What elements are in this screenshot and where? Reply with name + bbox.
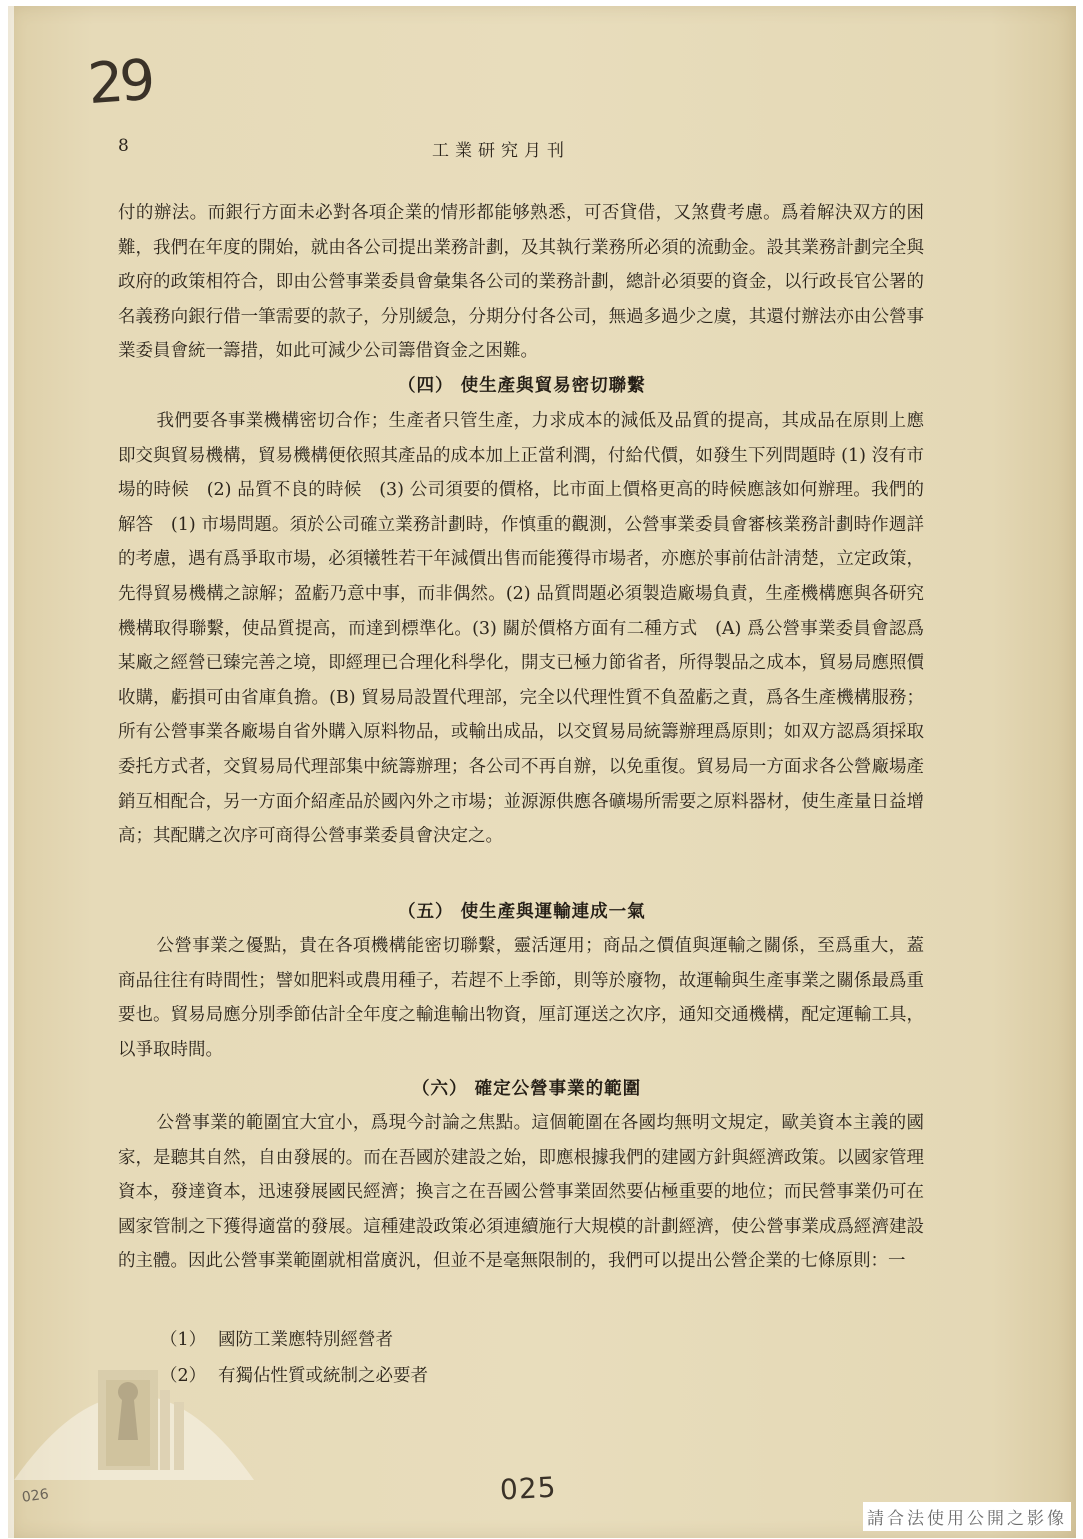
handwritten-folio-number: 025 [499,1470,558,1507]
usage-notice: 請合法使用公開之影像 [863,1502,1071,1531]
section-6-paragraph: 公營事業的範圍宜大宜小，爲現今討論之焦點。這個範圍在各國均無明文規定，歐美資本主義的國家，是聽其自然，自由發展的。而在吾國於建設之始，即應根據我們的建國方針與經濟政策。以國家管理資本，發達資本，迅速發展國民經濟；換言之在吾國公營事業固然要佔極重要的地位；而民營事業仍可在國家管制之下獲得適當的發展。這種建設政策必須連續施行大規模的計劃經濟，使公營事業成爲經濟建設的主體。因此公營事業範圍就相當廣汎，但並不是毫無限制的，我們可以提出公營企業的七條原則：一 [118,1113,924,1272]
principle-text: 有獨佔性質或統制之必要者 [218,1366,428,1386]
principle-number: （1） [160,1330,207,1350]
section-4-body [118,404,924,854]
section-heading-6: （六） 確定公營事業的範圍 [412,1079,642,1099]
section-5-body [118,929,924,1067]
journal-title: 工業研究月刊 [432,141,570,161]
section-4-paragraph: 我們要各事業機構密切合作；生產者只管生產，力求成本的減低及品質的提高，其成品在原則上應即交與貿易機構，貿易機構便依照其產品的成本加上正當利潤，付給代價，如發生下列問題時 (1) 沒有市場的時候 (2) 品質不良的時候 (3) 公司須要的價格，比市面上價格更高的時候應該如何辦理。我們的解答 (1) 市場問題。須於公司確立業務計劃時，作慎重的觀測，公營事業委員會審核業務計劃時作週詳的考慮，遇有爲爭取市場，必須犧牲若干年減價出售而能獲得市場者，亦應於事前估計淸楚，立定政策，先得貿易機構之諒解；盈虧乃意中事，而非偶然。(2) 品質問題必須製造廠場負責，生產機構應與各研究機構取得聯繫，使品質提高，而達到標準化。(3) 關於價格方面有二種方式 (A) 爲公營事業委員會認爲某廠之經營已臻完善之境，即經理已合理化科學化，開支已極力節省者，所得製品之成本，貿易局應照價收購，虧損可由省庫負擔。(B) 貿易局設置代理部，完全以代理性質不負盈虧之責，爲各生產機構服務；所有公營事業各廠場自省外購入原料物品，或輸出成品，以交貿易局統籌辦理爲原則；如双方認爲須採取委托方式者，交貿易局代理部集中統籌辦理；各公司不再自辦，以免重復。貿易局一方面求各公營廠場產銷互相配合，另一方面介紹產品於國內外之市場；並源源供應各礦場所需要之原料器材，使生產量日益增高；其配購之次序可商得公營事業委員會決定之。 [118,411,924,847]
principle-number: （2） [160,1366,207,1386]
handwritten-page-mark: 29 [85,47,154,118]
section-heading-4: （四） 使生產與貿易密切聯繫 [398,376,646,396]
archive-watermark-logo [14,1330,254,1480]
intro-paragraph: 付的辦法。而銀行方面未必對各項企業的情形都能够熟悉，可否貸借，又煞費考慮。爲着解決双方的困難，我們在年度的開始，就由各公司提出業務計劃，及其執行業務所必須的流動金。設其業務計劃完全與政府的政策相符合，即由公營事業委員會彙集各公司的業務計劃，總計必須要的資金，以行政長官公署的名義務向銀行借一筆需要的款子，分別緩急，分期分付各公司，無過多過少之虞，其還付辦法亦由公營事業委員會統一籌措，如此可減少公司籌借資金之困難。 [118,203,924,362]
page-edge [8,6,14,1538]
section-6-body [118,1106,924,1279]
section-heading-5: （五） 使生產與運輸連成一氣 [398,902,646,922]
page-number: 8 [118,136,129,156]
margin-note: 026 [21,1486,50,1506]
intro-paragraph-block [118,196,924,369]
section-5-paragraph: 公營事業之優點，貴在各項機構能密切聯繫，靈活運用；商品之價值與運輸之關係，至爲重大，蓋商品往往有時間性；譬如肥料或農用種子，若趕不上季節，則等於廢物，故運輸與生產事業之關係最爲重要也。貿易局應分別季節估計全年度之輸進輸出物資，厘訂運送之次序，通知交通機構，配定運輸工具，以爭取時間。 [118,936,924,1060]
principle-text: 國防工業應特別經營者 [218,1330,393,1350]
